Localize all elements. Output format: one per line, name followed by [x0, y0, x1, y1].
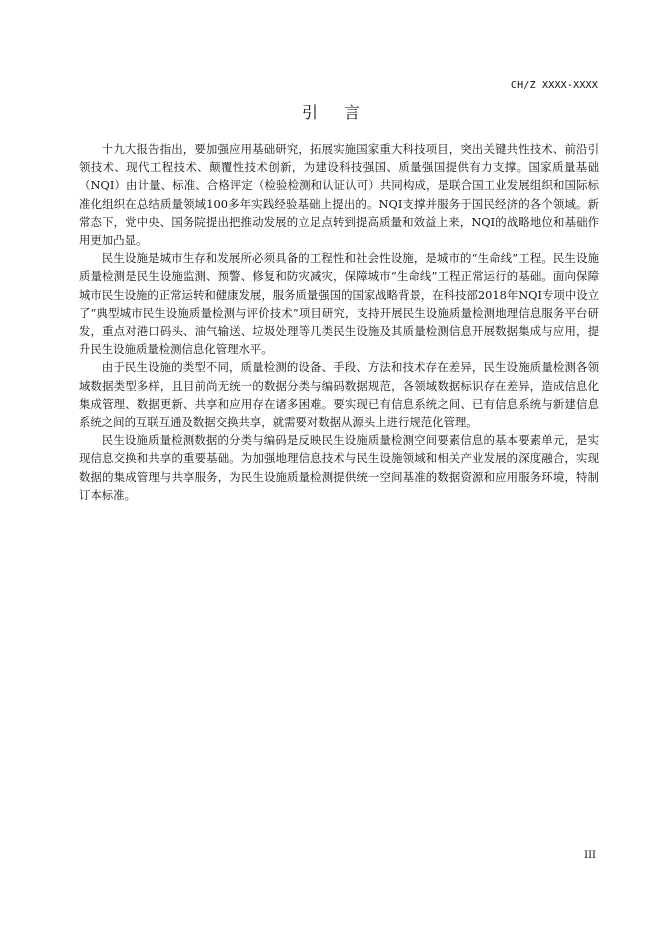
- body-text: [79, 140, 599, 504]
- paragraph-2: 民生设施是城市生存和发展所必须具备的工程性和社会性设施，是城市的“生命线”工程。民生设施质量检测是民生设施监测、预警、修复和防灾减灾，保障城市“生命线”工程正常运行的基础。面向保障城市民生设施的正常运转和健康发展，服务质量强国的国家战略背景，在科技部2018年NQI专项中设立了“典型城市民生设施质量检测与评价技术”项目研究，支持开展民生设施质量检测地理信息服务平台研发，重点对港口码头、油气输送、垃圾处理等几类民生设施及其质量检测信息开展数据集成与应用，提升民生设施质量检测信息化管理水平。: [79, 251, 599, 357]
- paragraph-3: 由于民生设施的类型不同，质量检测的设备、手段、方法和技术存在差异，民生设施质量检测各领域数据类型多样，且目前尚无统一的数据分类与编码数据规范，各领域数据标识存在差异，造成信息化集成管理、数据更新、共享和应用存在诸多困难。要实现已有信息系统之间、已有信息系统与新建信息系统之间的互联互通及数据交换共享，就需要对数据从源头上进行规范化管理。: [79, 360, 599, 430]
- standard-code: CH/Z XXXX-XXXX: [510, 80, 598, 91]
- page-title: 引言: [301, 103, 386, 122]
- paragraph-4: 民生设施质量检测数据的分类与编码是反映民生设施质量检测空间要素信息的基本要素单元，是实现信息交换和共享的重要基础。为加强地理信息技术与民生设施领域和相关产业发展的深度融合，实现数据的集成管理与共享服务，为民生设施质量检测提供统一空间基准的数据资源和应用服务环境，特制订本标准。: [79, 433, 599, 502]
- paragraph-1: 十九大报告指出，要加强应用基础研究，拓展实施国家重大科技项目，突出关键共性技术、前沿引领技术、现代工程技术、颠覆性技术创新，为建设科技强国、质量强国提供有力支撑。国家质量基础（NQI）由计量、标准、合格评定（检验检测和认证认可）共同构成，是联合国工业发展组织和国际标准化组织在总结质量领域100多年实践经验基础上提出的。NQI支撑并服务于国民经济的各个领域。新常态下，党中央、国务院提出把推动发展的立足点转到提高质量和效益上来，NQI的战略地位和基础作用更加凸显。: [79, 142, 599, 248]
- page-number: III: [584, 850, 596, 861]
